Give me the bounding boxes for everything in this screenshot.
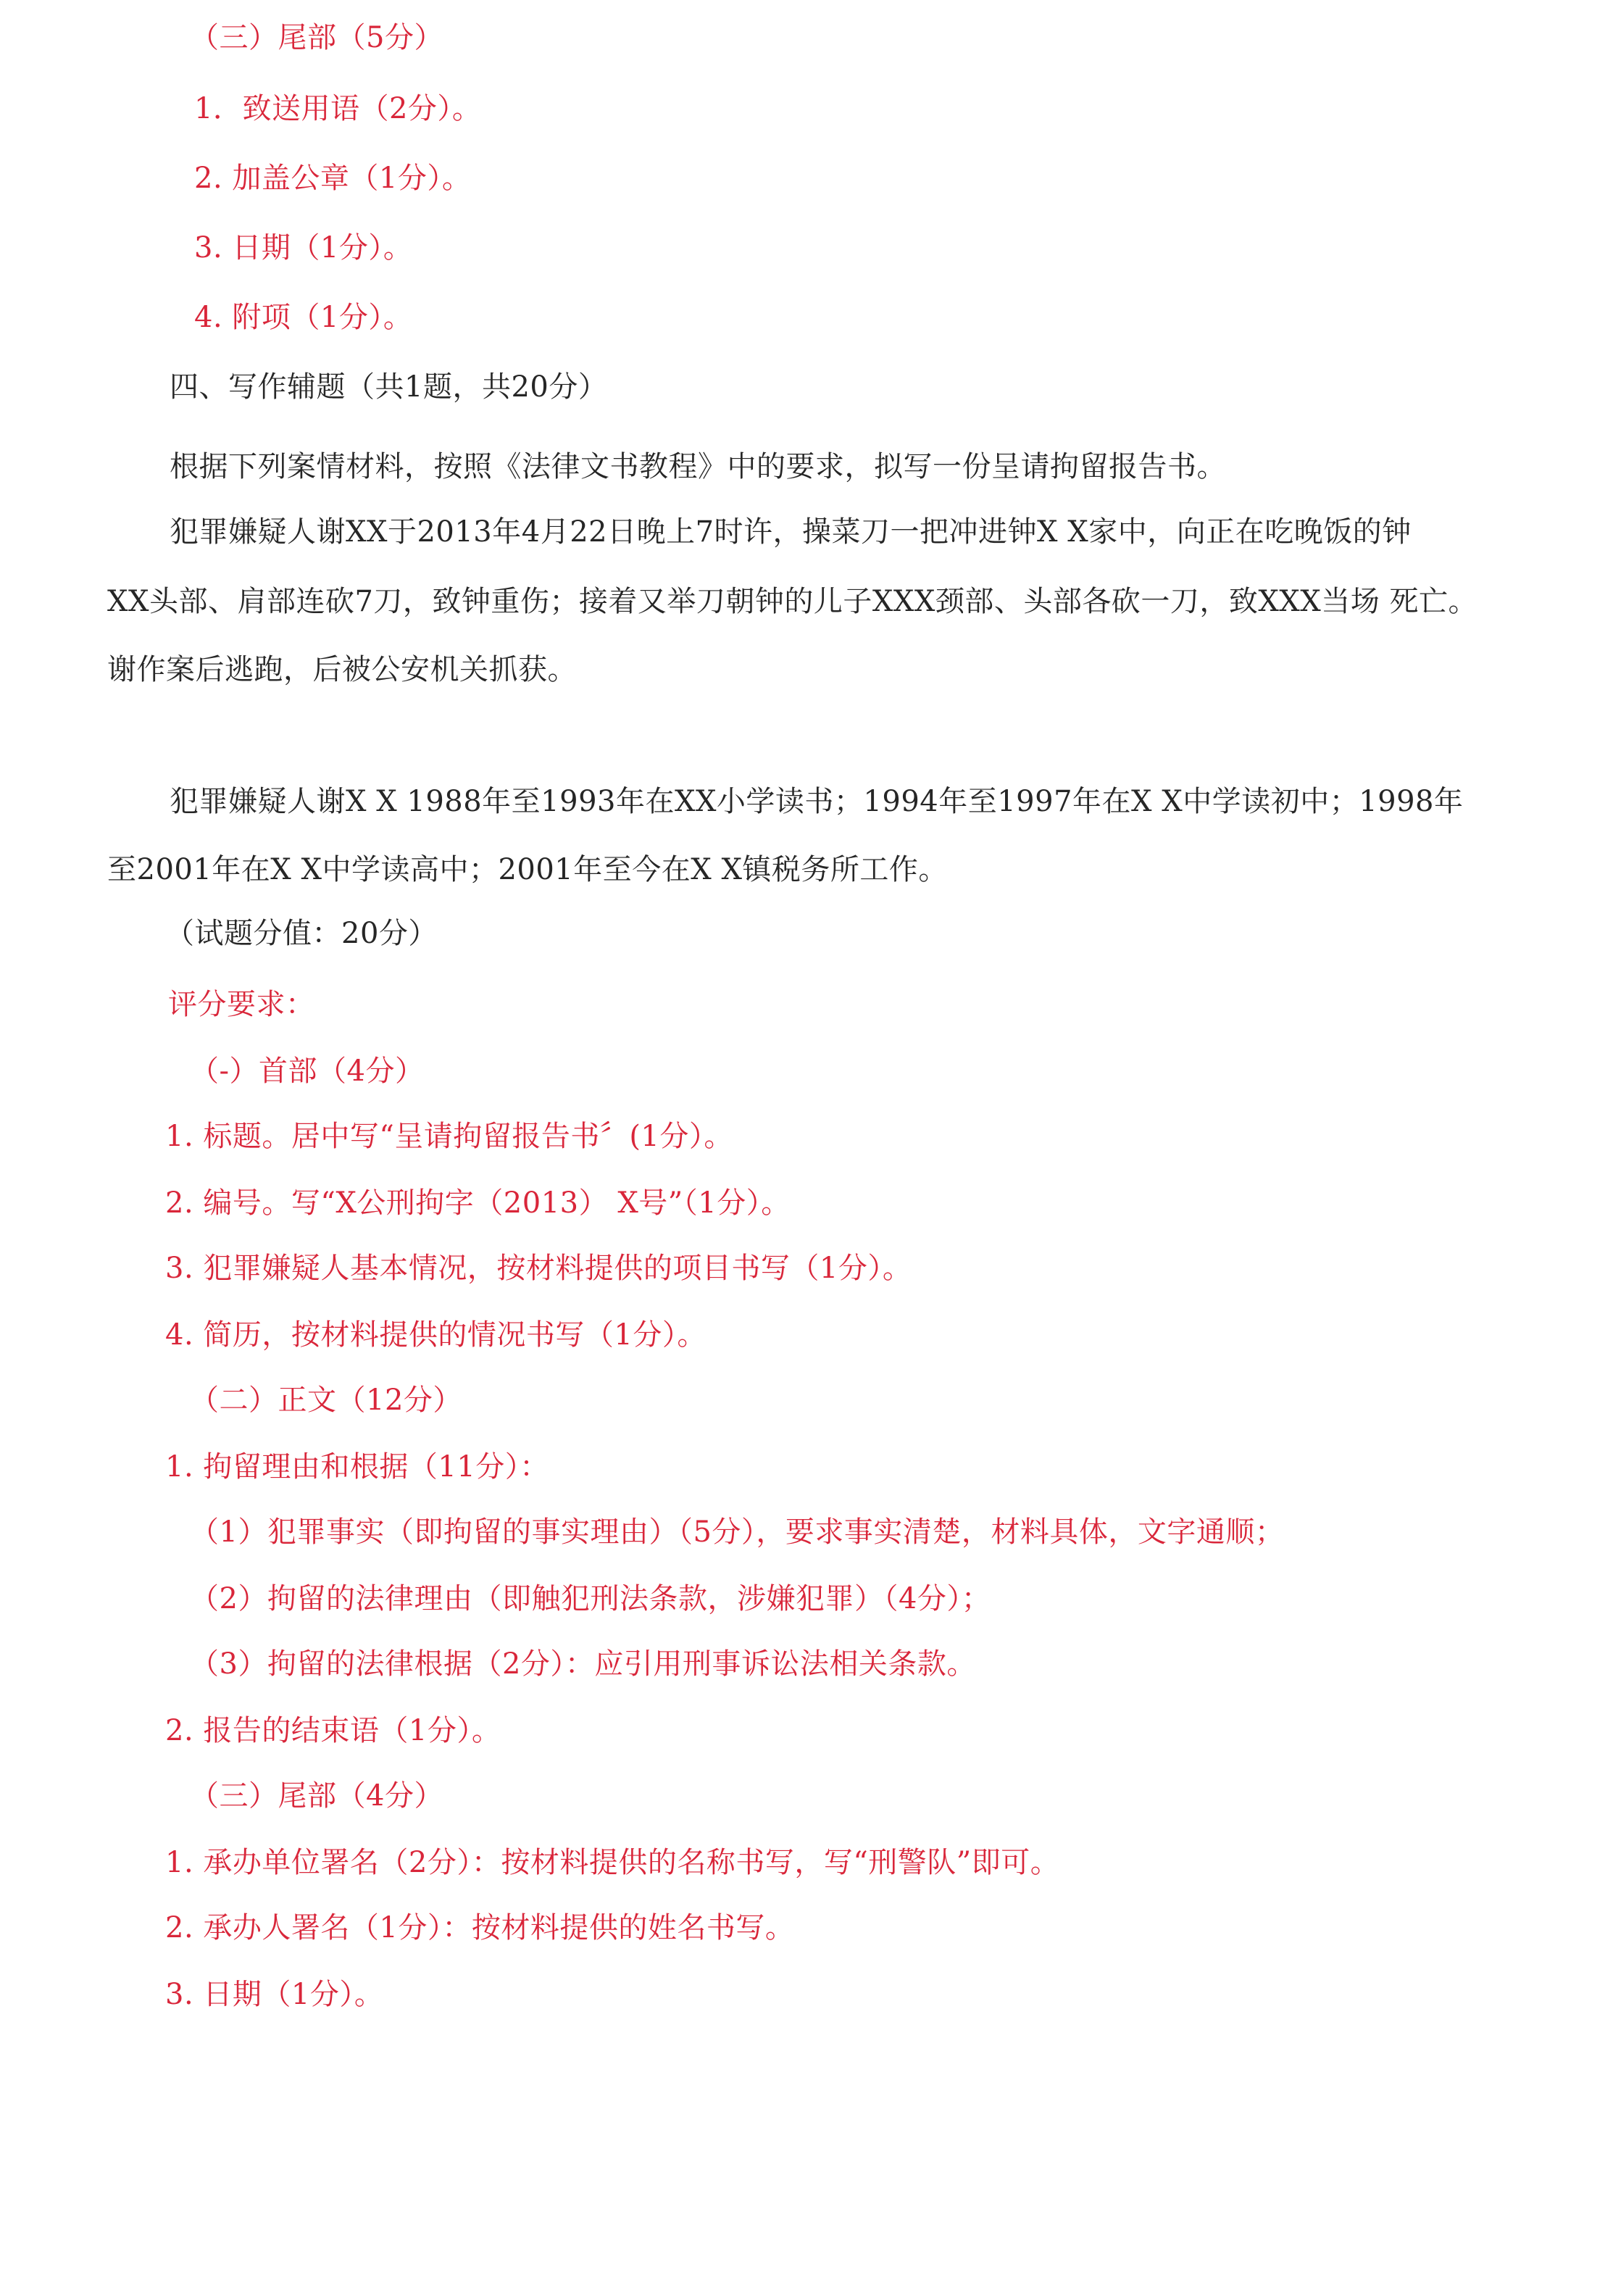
- body-item-1: 1. 拘留理由和根据（11分）：: [165, 1450, 549, 1484]
- case-paragraph-2-line-1: 犯罪嫌疑人谢X X 1988年至1993年在XX小学读书；1994年至1997年在X X中学读初中；1998年: [170, 785, 1464, 818]
- question-score: （试题分值：20分）: [165, 917, 438, 950]
- case-paragraph-2-line-2: 至2001年在X X中学读高中；2001年至今在X X镇税务所工作。: [107, 853, 948, 886]
- tail-item-4: 4. 附项（1分）。: [194, 301, 413, 334]
- case-paragraph-1-line-3: 谢作案后逃跑，后被公安机关抓获。: [107, 653, 577, 686]
- case-paragraph-1-line-2: XX头部、肩部连砍7刀，致钟重伤；接着又举刀朝钟的儿子XXX颈部、头部各砍一刀，致XXX当场 死亡。: [107, 585, 1477, 618]
- body-subitem-2: （2）拘留的法律理由（即触犯刑法条款，涉嫌犯罪）（4分）；: [190, 1582, 991, 1615]
- case-paragraph-1-line-1: 犯罪嫌疑人谢XX于2013年4月22日晚上7时许，操菜刀一把冲进钟X X家中，向正在吃晚饭的钟: [170, 515, 1412, 549]
- grading-heading: 评分要求：: [168, 988, 315, 1021]
- head-item-3: 3. 犯罪嫌疑人基本情况，按材料提供的项目书写（1分）。: [165, 1252, 912, 1285]
- body-subitem-3: （3）拘留的法律根据（2分）：应引用刑事诉讼法相关条款。: [190, 1647, 976, 1681]
- tail-signature-item-3: 3. 日期（1分）。: [165, 1978, 384, 2011]
- tail-item-3: 3. 日期（1分）。: [194, 231, 413, 265]
- section-three-tail-heading: （三）尾部（5分）: [190, 21, 443, 54]
- tail-signature-item-2: 2. 承办人署名（1分）：按材料提供的姓名书写。: [165, 1911, 795, 1944]
- head-section-heading: （-）首部（4分）: [190, 1055, 425, 1088]
- head-item-2: 2. 编号。写“X公刑拘字（2013） X号”（1分）。: [165, 1186, 791, 1220]
- tail-item-1: 1．致送用语（2分）。: [194, 92, 482, 125]
- head-item-4: 4. 简历，按材料提供的情况书写（1分）。: [165, 1318, 707, 1352]
- task-instruction: 根据下列案情材料，按照《法律文书教程》中的要求，拟写一份呈请拘留报告书。: [170, 450, 1226, 483]
- body-subitem-1: （1）犯罪事实（即拘留的事实理由）（5分），要求事实清楚，材料具体，文字通顺；: [190, 1515, 1285, 1549]
- head-item-1: 1. 标题。居中写“呈请拘留报告书〞(1分）。: [165, 1120, 733, 1153]
- section-four-heading: 四、写作辅题（共1题，共20分）: [170, 370, 608, 404]
- tail-section-heading: （三）尾部（4分）: [190, 1779, 443, 1813]
- tail-signature-item-1: 1. 承办单位署名（2分）：按材料提供的名称书写，写“刑警队”即可。: [165, 1846, 1060, 1879]
- body-section-heading: （二）正文（12分）: [190, 1384, 462, 1417]
- body-item-2: 2. 报告的结束语（1分）。: [165, 1714, 501, 1747]
- tail-item-2: 2. 加盖公章（1分）。: [194, 162, 472, 195]
